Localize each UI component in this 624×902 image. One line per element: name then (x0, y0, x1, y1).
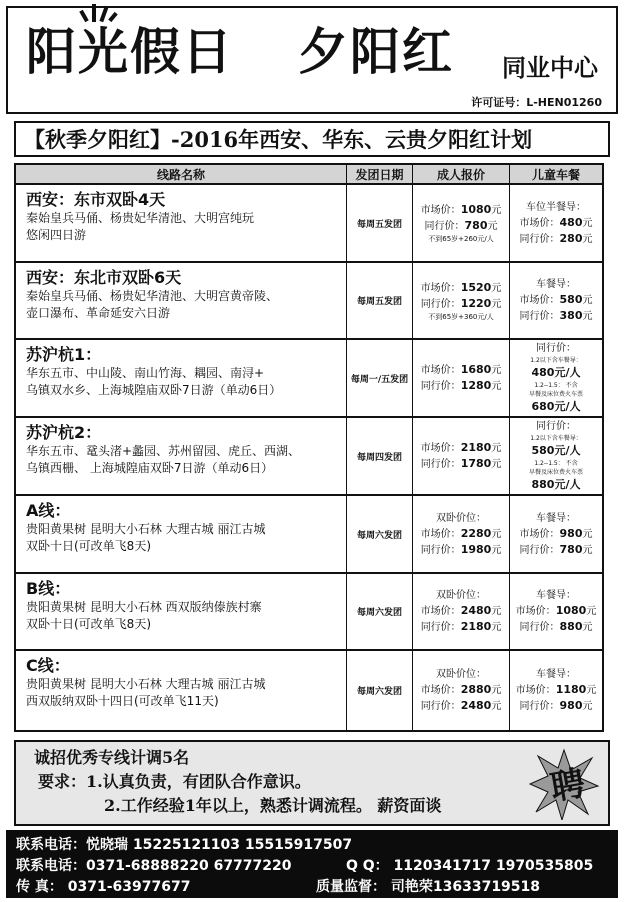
price-label: 同行价： (420, 544, 461, 556)
route-cell (16, 651, 347, 730)
price-unit: 元 (491, 528, 502, 540)
route-desc: 贵阳黄果树 昆明大小石林 西双版纳傣族村寨 双卧十日(可改单飞8天) (26, 600, 262, 631)
route-desc: 秦始皇兵马俑、杨贵妃华清池、大明宫黄帝陵、 壶口瀑布、革命延安六日游 (26, 289, 279, 320)
page-title: 【秋季夕阳红】-2016年西安、华东、云贵夕阳红计划 (14, 121, 610, 157)
price-label: 同行价： (420, 701, 461, 712)
route-cell (16, 496, 347, 572)
child-cell (510, 496, 602, 572)
price-cell (413, 496, 510, 572)
child-label: 市场价： (519, 295, 560, 306)
child-head: 车位半餐导： (526, 201, 586, 213)
price-unit: 元 (491, 298, 502, 310)
table-row (16, 185, 602, 263)
price-head: 双卧价位： (436, 669, 486, 680)
child-label: 市场价： (515, 685, 556, 696)
price-cell (413, 574, 510, 649)
route-name: 西安：东市双卧4天 (26, 190, 166, 209)
price-cell (413, 418, 510, 494)
route-cell (16, 574, 347, 649)
child-unit: 元 (582, 701, 593, 712)
quality-supervision: 质量监督： 司艳荣13633719518 (316, 879, 541, 895)
child-unit: 元 (582, 217, 593, 229)
price-unit: 元 (491, 443, 502, 454)
child-note: 1.2--1.5： 不含 早餐及床位费火车票 (528, 460, 583, 476)
price-value: 1220 (460, 296, 492, 310)
price-value: 2280 (460, 526, 492, 540)
child-unit: 元 (586, 685, 597, 696)
contact-phone-1: 联系电话：悦晓瑞 15225121103 15515917507 (16, 837, 353, 853)
route-name: 苏沪杭2： (26, 423, 102, 442)
sun-rays-icon (78, 0, 118, 22)
table-row (16, 263, 602, 340)
child-value: 880元/人 (531, 478, 581, 491)
child-head: 同行价： (536, 421, 576, 432)
child-cell (510, 651, 602, 730)
price-value: 1080 (460, 203, 492, 216)
child-value: 280 (559, 231, 583, 245)
child-head: 车餐导： (536, 512, 576, 524)
price-label: 市场价： (420, 282, 461, 294)
price-head: 双卧价位： (436, 512, 486, 524)
recruit-headline: 诚招优秀专线计调5名 (34, 748, 190, 767)
child-value: 480 (559, 215, 583, 229)
price-value: 2480 (460, 604, 492, 617)
price-label: 市场价： (420, 606, 461, 617)
price-cell (413, 651, 510, 730)
header-child: 儿童车餐 (531, 167, 580, 182)
price-label: 同行价： (420, 459, 461, 470)
price-value: 1980 (460, 542, 492, 556)
price-unit: 元 (491, 622, 502, 633)
price-value: 2180 (460, 620, 492, 633)
table-row (16, 574, 602, 651)
contact-fax: 传 真： 0371-63977677 (16, 879, 191, 895)
price-label: 同行价： (424, 221, 465, 232)
price-label: 市场价： (420, 685, 461, 696)
header (6, 6, 618, 114)
price-label: 市场价： (420, 443, 461, 454)
price-value: 2180 (460, 441, 492, 454)
child-value: 680元/人 (531, 400, 581, 413)
price-value: 1520 (460, 280, 492, 294)
brand-logo: 阳光假日 (26, 22, 234, 81)
price-unit: 元 (491, 701, 502, 712)
child-head: 车餐导： (536, 669, 576, 680)
child-cell (510, 418, 602, 494)
child-label: 市场价： (515, 606, 556, 617)
price-unit: 元 (491, 282, 502, 294)
price-value: 1280 (460, 379, 492, 392)
price-value: 1780 (460, 457, 492, 470)
child-unit: 元 (582, 528, 593, 540)
child-unit: 元 (582, 311, 593, 322)
footer-contacts (6, 830, 618, 898)
price-note: 不到65岁+260元/人 (428, 235, 494, 243)
child-value: 980 (559, 526, 583, 540)
child-note: 1.2以下含车餐导： (530, 435, 582, 442)
price-unit: 元 (487, 221, 498, 232)
child-value: 1080 (555, 604, 587, 617)
price-label: 市场价： (420, 365, 461, 376)
price-head: 双卧价位： (436, 590, 486, 601)
depart-cell: 每周六发团 (347, 574, 413, 649)
child-label: 同行价： (519, 311, 560, 322)
price-unit: 元 (491, 544, 502, 556)
recruit-box (14, 740, 610, 826)
depart-cell: 每周一/五发团 (347, 340, 413, 416)
price-value: 2880 (460, 683, 492, 696)
child-head: 同行价： (536, 343, 576, 354)
price-value: 2480 (460, 699, 492, 712)
depart-cell: 每周五发团 (347, 263, 413, 338)
child-label: 市场价： (519, 217, 560, 229)
child-unit: 元 (582, 233, 593, 245)
child-cell (510, 263, 602, 338)
child-unit: 元 (582, 295, 593, 306)
child-value: 780 (559, 542, 583, 556)
route-name: B线： (26, 579, 71, 598)
route-name: 西安：东北市双卧6天 (26, 268, 182, 287)
route-name: C线： (26, 656, 70, 675)
header-depart: 发团日期 (347, 165, 413, 183)
price-unit: 元 (491, 365, 502, 376)
price-unit: 元 (491, 685, 502, 696)
route-cell (16, 263, 347, 338)
center-name: 同业中心 (502, 54, 598, 82)
child-value: 380 (559, 309, 583, 322)
child-unit: 元 (582, 544, 593, 556)
price-unit: 元 (491, 459, 502, 470)
child-head: 车餐导： (536, 279, 576, 290)
child-label: 市场价： (519, 528, 560, 540)
child-label: 同行价： (519, 622, 560, 633)
child-unit: 元 (586, 606, 597, 617)
route-name: A线： (26, 501, 71, 520)
license-number: 许可证号：L-HEN01260 (471, 96, 602, 109)
depart-cell: 每周六发团 (347, 496, 413, 572)
table-header (16, 165, 602, 185)
route-desc: 贵阳黄果树 昆明大小石林 大理古城 丽江古城 西双版纳双卧十四日(可改单飞11天) (26, 677, 266, 708)
child-unit: 元 (582, 622, 593, 633)
price-label: 市场价： (420, 205, 461, 216)
route-cell (16, 185, 347, 261)
price-value: 780 (464, 219, 488, 232)
child-cell (510, 185, 602, 261)
route-desc: 秦始皇兵马俑、杨贵妃华清池、大明宫纯玩 悠闲四日游 (26, 211, 255, 242)
sub-brand: 夕阳红 (298, 22, 454, 81)
depart-cell: 每周五发团 (347, 185, 413, 261)
route-desc: 贵阳黄果树 昆明大小石林 大理古城 丽江古城 双卧十日(可改单飞8天) (26, 522, 266, 553)
child-value: 980 (559, 699, 583, 712)
recruit-requirement-1: 要求：1.认真负责，有团队合作意识。 (38, 772, 311, 791)
hiring-badge: 聘 (547, 763, 588, 809)
header-route: 线路名称 (16, 165, 347, 183)
price-note: 不到65岁+360元/人 (428, 312, 494, 321)
route-table (14, 163, 604, 732)
child-head: 车餐导： (536, 590, 576, 601)
child-label: 同行价： (519, 233, 560, 245)
child-cell (510, 574, 602, 649)
child-cell (510, 340, 602, 416)
depart-cell: 每周六发团 (347, 651, 413, 730)
price-cell (413, 263, 510, 338)
price-unit: 元 (491, 381, 502, 392)
contact-qq: Q Q： 1120341717 1970535805 (346, 858, 594, 874)
child-label: 同行价： (519, 544, 560, 556)
price-label: 同行价： (420, 381, 461, 392)
price-label: 同行价： (420, 622, 461, 633)
route-name: 苏沪杭1： (26, 345, 102, 364)
price-label: 市场价： (420, 528, 461, 540)
child-label: 同行价： (519, 701, 560, 712)
child-value: 480元/人 (531, 366, 581, 379)
price-unit: 元 (491, 606, 502, 617)
depart-cell: 每周四发团 (347, 418, 413, 494)
table-row (16, 496, 602, 574)
recruit-requirement-2: 2.工作经验1年以上，熟悉计调流程。 薪资面谈 (104, 796, 442, 815)
table-row (16, 651, 602, 730)
header-adult-price: 成人报价 (413, 165, 510, 183)
child-note: 1.2--1.5： 不含 早餐及床位费火车票 (528, 382, 583, 398)
price-cell (413, 185, 510, 261)
child-value: 1180 (555, 683, 587, 696)
price-label: 同行价： (420, 298, 461, 310)
route-cell (16, 340, 347, 416)
contact-phone-2: 联系电话：0371-68888220 67777220 (16, 858, 292, 874)
child-value: 880 (559, 620, 583, 633)
price-value: 1680 (460, 363, 492, 376)
child-value: 580元/人 (531, 444, 581, 457)
route-cell (16, 418, 347, 494)
price-cell (413, 340, 510, 416)
price-unit: 元 (491, 205, 502, 216)
table-row (16, 340, 602, 418)
table-row (16, 418, 602, 496)
route-desc: 华东五市、鼋头渚+蠡园、苏州留园、虎丘、西湖、 乌镇西栅、 上海城隍庙双卧7日游（单动6日） (26, 444, 301, 475)
child-note: 1.2以下含车餐导： (530, 357, 582, 364)
route-desc: 华东五市、中山陵、南山竹海、耦园、南浔+ 乌镇双水乡、上海城隍庙双卧7日游（单动6日） (26, 366, 282, 397)
child-value: 580 (559, 293, 583, 306)
